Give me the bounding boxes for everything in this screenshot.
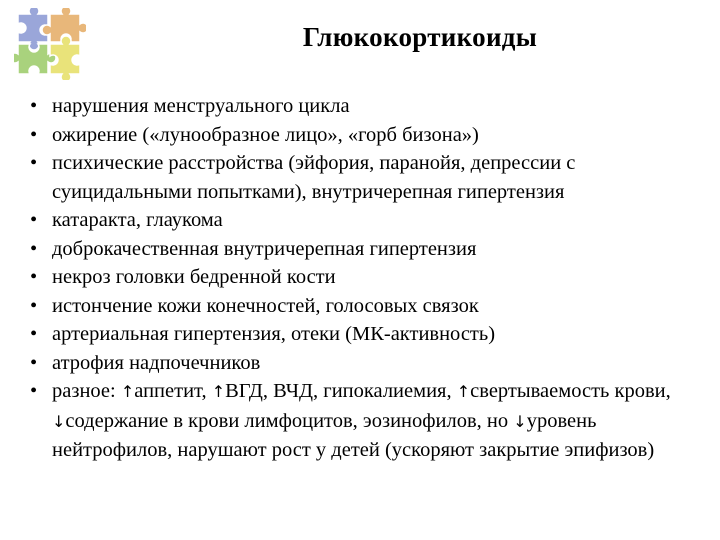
list-item-text: нарушения менструального цикла [52,95,350,117]
bullet-icon: • [30,209,38,231]
puzzle-pieces-icon [14,8,86,80]
arrow-up-icon: ↑ [211,382,226,401]
bullet-icon: • [30,294,38,317]
list-item-text: артериальная гипертензия, отеки (МК-активность) [52,323,496,345]
bullet-icon: • [30,380,38,402]
list-item [30,149,700,206]
bullet-icon: • [30,95,38,117]
bullet-icon: • [30,123,38,146]
arrow-up-icon: ↑ [456,382,471,401]
misc-text-neutrophils: уровень нейтрофилов, нарушают рост у детей (ускоряют закрытие эпифизов) [52,409,655,461]
list-item-misc [30,377,700,465]
bullet-icon: • [30,351,38,374]
bullet-icon: • [30,237,38,260]
list-item-text: истончение кожи конечностей, голосовых связок [52,294,479,317]
list-item-text: атрофия надпочечников [52,351,261,374]
list-item-text: психические расстройства (эйфория, паранойя, депрессии с суицидальными попытками), внутричерепная гипертензия [52,152,576,203]
list-item [30,349,700,378]
list-item [30,235,700,264]
list-item-text: катаракта, глаукома [52,209,223,231]
list-item [30,121,700,150]
misc-text-lymphocytes: содержание в крови лимфоцитов, эозинофилов, но [65,409,514,432]
bullet-icon: • [30,266,38,288]
misc-label: разное: [52,380,121,402]
slide-title: Глюкокортикоиды [302,22,538,52]
list-item [30,263,700,292]
list-item-text: доброкачественная внутричерепная гипертензия [52,237,477,260]
arrow-up-icon: ↑ [120,382,135,401]
list-item [30,320,700,349]
arrow-down-icon: ↓ [52,411,66,431]
list-item-text: некроз головки бедренной кости [52,266,336,288]
list-item-text: ожирение («лунообразное лицо», «горб бизона») [52,123,479,146]
misc-text-coagulation: свертываемость крови, [470,380,671,402]
bullet-list [30,92,700,465]
list-item [30,206,700,235]
list-item [30,292,700,321]
list-item [30,92,700,121]
bullet-icon: • [30,323,38,345]
misc-text-appetite: аппетит, [134,380,212,402]
bullet-icon: • [30,152,38,174]
misc-text-pressure: ВГД, ВЧД, гипокалиемия, [225,380,457,402]
arrow-down-icon: ↓ [513,411,527,431]
